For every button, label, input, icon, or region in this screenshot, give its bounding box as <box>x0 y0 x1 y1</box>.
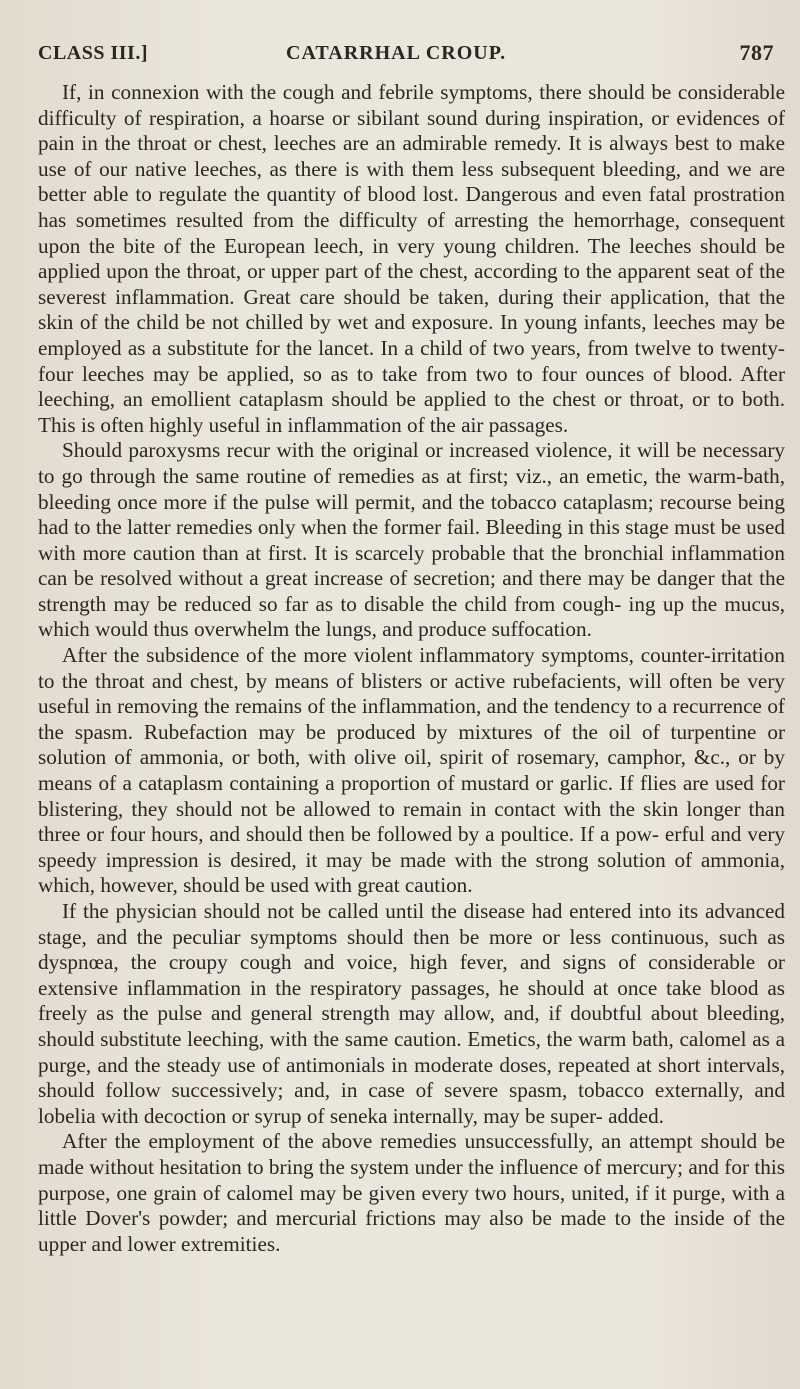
paragraph-leeches: If, in connexion with the cough and febrile symptoms, there should be considerable difficulty of respiration, a hoarse or sibilant sound during inspiration, or evidences of pain in the throat or chest, leeches are an admirable remedy. It is always best to make use of our native leeches, as there is with them less subsequent bleeding, and we are better able to regulate the quantity of blood lost. Dangerous and even fatal prostration has sometimes resulted from the difficulty of arresting the hemorrhage, consequent upon the bite of the European leech, in very young children. The leeches should be applied upon the throat, or upper part of the chest, according to the apparent seat of the severest inflammation. Great care should be taken, during their application, that the skin of the child be not chilled by wet and exposure. In young infants, leeches may be employed as a substitute for the lancet. In a child of two years, from twelve to twenty-four leeches may be applied, so as to take from two to four ounces of blood. After leeching, an emollient cataplasm should be applied to the chest or throat, or to both. This is often highly useful in inflammation of the air passages. <box>38 80 785 437</box>
page-number: 787 <box>739 40 774 65</box>
body-text <box>38 80 785 1257</box>
paragraph-paroxysms: Should paroxysms recur with the original or increased violence, it will be necessary to go through the same routine of remedies as at first; viz., an emetic, the warm-bath, bleeding once more if the pulse will permit, and the tobacco cataplasm; recourse being had to the latter remedies only when the former fail. Bleeding in this stage must be used with more caution than at first. It is scarcely probable that the bronchial inflammation can be resolved without a great increase of secretion; and there may be danger that the strength may be reduced so far as to disable the child from cough- ing up the mucus, which would thus overwhelm the lungs, and produce suffocation. <box>38 438 785 642</box>
paragraph-advanced-stage: If the physician should not be called until the disease had entered into its advanced stage, and the peculiar symptoms should then be more or less continuous, such as dyspnœa, the croupy cough and voice, high fever, and signs of considerable or extensive inflammation in the respiratory passages, he should at once take blood as freely as the pulse and general strength may allow, and, if doubtful about bleeding, should substitute leeching, with the same caution. Emetics, the warm bath, calomel as a purge, and the steady use of antimonials in moderate doses, repeated at short intervals, should follow successively; and, in case of severe spasm, tobacco externally, and lobelia with decoction or syrup of seneka internally, may be super- added. <box>38 899 785 1128</box>
running-title: CATARRHAL CROUP. <box>286 42 507 64</box>
paragraph-mercury: After the employment of the above remedies unsuccessfully, an attempt should be made without hesitation to bring the system under the influence of mercury; and for this purpose, one grain of calomel may be given every two hours, united, if it purge, with a little Dover's powder; and mercurial frictions may also be made to the inside of the upper and lower extremities. <box>38 1129 785 1256</box>
running-header <box>38 42 778 72</box>
paragraph-counter-irritation: After the subsidence of the more violent inflammatory symptoms, counter-irritation to the throat and chest, by means of blisters or active rubefacients, will often be very useful in removing the remains of the inflammation, and the tendency to a recurrence of the spasm. Rubefaction may be produced by mixtures of the oil of turpentine or solution of ammonia, or both, with olive oil, spirit of rosemary, camphor, &c., or by means of a cataplasm containing a proportion of mustard or garlic. If flies are used for blistering, they should not be allowed to remain in contact with the skin longer than three or four hours, and should then be followed by a poultice. If a pow- erful and very speedy impression is desired, it may be made with the strong solution of ammonia, which, however, should be used with great caution. <box>38 643 785 898</box>
chapter-class-label: CLASS III.] <box>38 42 148 64</box>
